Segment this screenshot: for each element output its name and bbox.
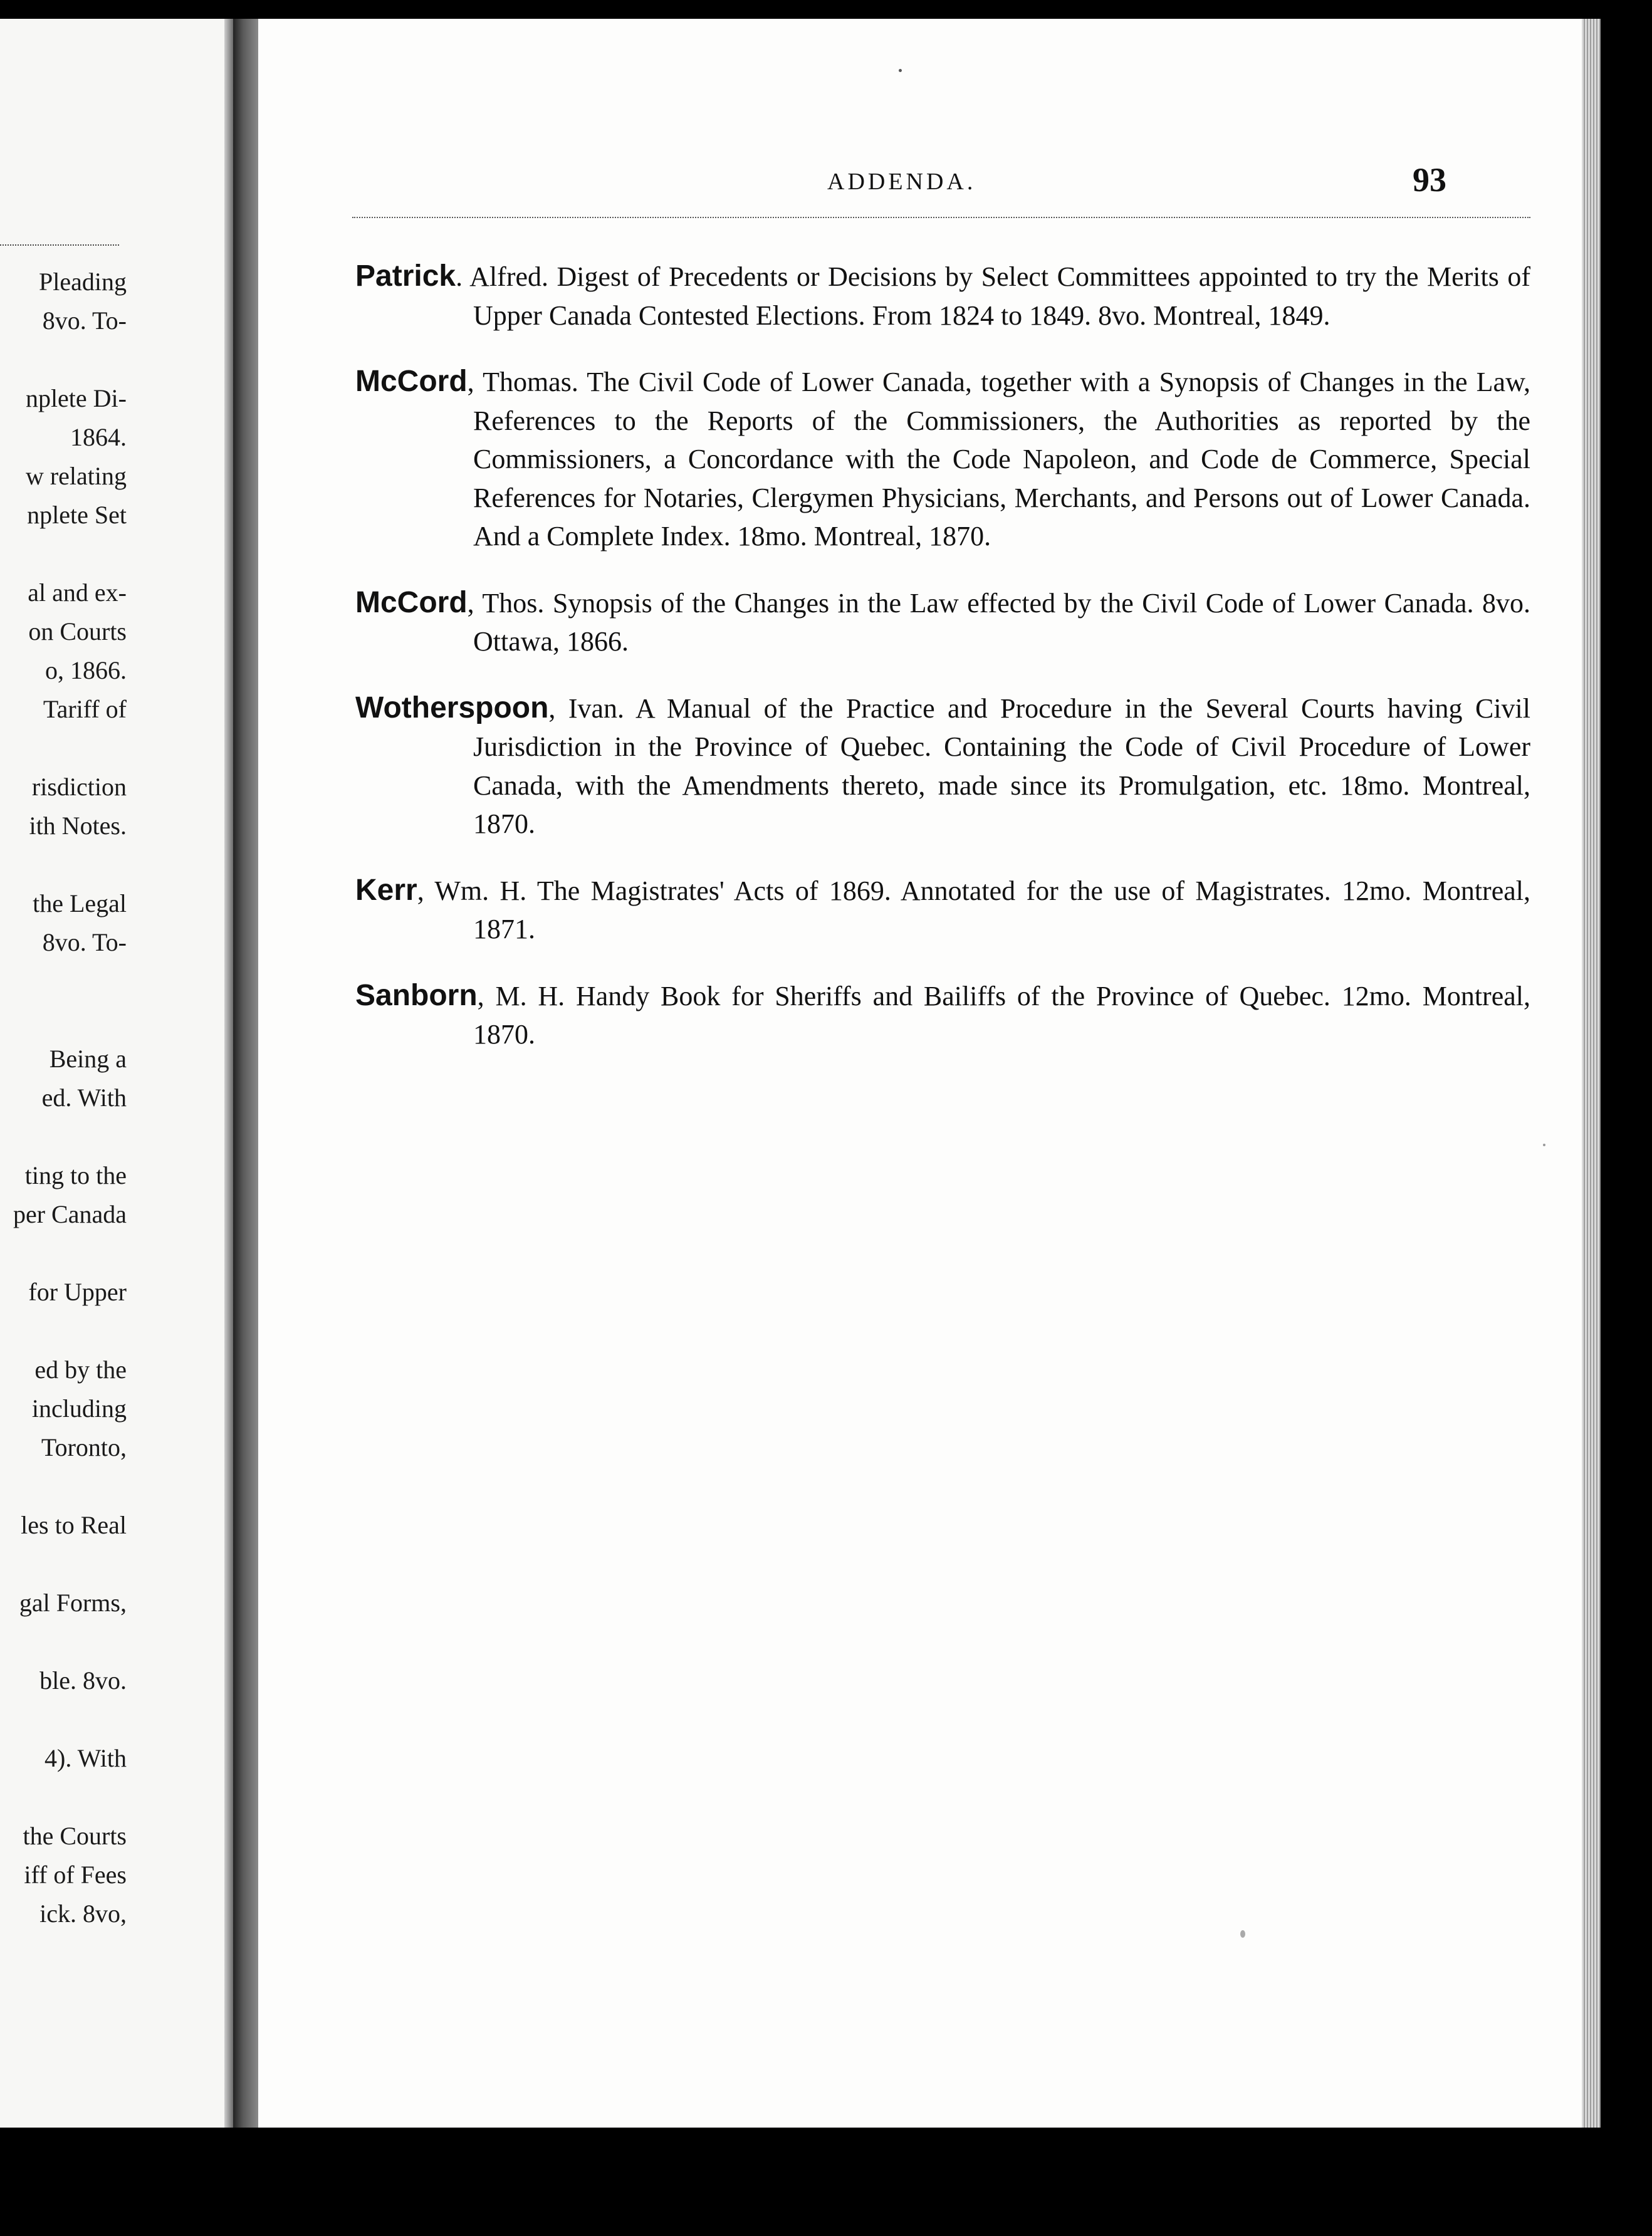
facing-page-fragment: on Courts: [28, 617, 127, 645]
facing-page-fragment: al and ex-: [28, 578, 127, 607]
facing-page-fragment: ith Notes.: [29, 812, 127, 840]
entry-separator: ,: [467, 587, 483, 619]
facing-page-fragment: the Courts: [23, 1822, 127, 1850]
author-surname: Patrick: [355, 259, 456, 293]
facing-page-fragment: risdiction: [31, 773, 127, 801]
facing-page-fragment: ick. 8vo,: [39, 1899, 127, 1928]
page-number: 93: [1413, 161, 1446, 199]
facing-page-fragment: Tariff of: [43, 695, 127, 723]
page-edge-stack: [1582, 19, 1601, 2128]
book-spine-shadow: [233, 19, 258, 2128]
bibliography-entry: [355, 362, 1530, 556]
entry-text: M. H. Handy Book for Sheriffs and Bailiffs of the Province of Quebec. 12mo. Montreal, 1870.: [473, 980, 1530, 1050]
author-surname: Kerr: [355, 873, 417, 907]
facing-page-fragment: per Canada: [13, 1200, 127, 1228]
header-rule: [352, 217, 1530, 218]
entry-separator: .: [456, 261, 470, 292]
facing-page-fragment: Toronto,: [41, 1433, 127, 1461]
entry-text: Alfred. Digest of Precedents or Decisions by Select Committees appointed to try the Merits of Upper Canada Contested Elections. From 1824 to 1849. 8vo. Montreal, 1849.: [469, 261, 1531, 331]
facing-page-fragment: ting to the: [24, 1161, 127, 1189]
running-head-title: ADDENDA.: [827, 169, 976, 195]
facing-page-fragment: gal Forms,: [19, 1589, 127, 1617]
bibliography-entry: [355, 871, 1530, 949]
facing-page-gutter-shadow: [224, 19, 233, 2128]
facing-page-fragment: ble. 8vo.: [39, 1666, 127, 1695]
bibliography-entry: [355, 257, 1530, 335]
author-surname: Wotherspoon: [355, 691, 549, 724]
book-page: [258, 19, 1582, 2128]
bibliography-entry: [355, 976, 1530, 1054]
facing-page-fragment: nplete Di-: [25, 384, 127, 412]
facing-page-fragment: for Upper: [28, 1278, 127, 1306]
entry-text: Thomas. The Civil Code of Lower Canada, together with a Synopsis of Changes in the Law, References to the Reports of the Commissioners, the Authorities as reported by the Commissioners, a Concordance with the Code Napoleon, and Code de Commerce, Special References for Notaries, Clergymen Physicians, Merchants, and Persons out of Lower Canada. And a Complete Index. 18mo. Montreal, 1870.: [473, 367, 1530, 551]
entry-text: Wm. H. The Magistrates' Acts of 1869. Annotated for the use of Magistrates. 12mo. Montreal, 1871.: [434, 875, 1530, 944]
paper-speck: [1240, 1930, 1245, 1938]
facing-page-fragment: the Legal: [33, 889, 127, 917]
entry-separator: ,: [467, 367, 483, 397]
facing-page-fragment: Being a: [49, 1045, 127, 1073]
bibliography-entry: [355, 583, 1530, 661]
facing-page-fragment: 8vo. To-: [42, 306, 127, 335]
author-surname: Sanborn: [355, 978, 478, 1012]
facing-page-fragment: Pleading: [39, 268, 127, 296]
bibliography-entry: [355, 689, 1530, 844]
facing-page-left: [0, 19, 233, 2128]
bibliography-list: [355, 257, 1530, 1058]
facing-page-fragment: 1864.: [70, 423, 127, 451]
facing-page-fragment: 4). With: [44, 1744, 127, 1772]
author-surname: McCord: [355, 585, 468, 619]
facing-page-fragment: 8vo. To-: [42, 928, 127, 956]
facing-page-fragment: ed. With: [41, 1084, 127, 1112]
paper-speck: [899, 69, 902, 72]
facing-page-fragment: les to Real: [21, 1511, 127, 1539]
entry-separator: ,: [417, 875, 435, 906]
facing-page-fragment: nplete Set: [27, 501, 127, 529]
entry-text: Thos. Synopsis of the Changes in the Law effected by the Civil Code of Lower Canada. 8vo. Ottawa, 1866.: [473, 587, 1530, 657]
entry-separator: ,: [548, 692, 568, 724]
facing-page-rule: [0, 244, 119, 246]
facing-page-fragment: iff of Fees: [24, 1861, 127, 1889]
facing-page-fragment: including: [31, 1394, 127, 1423]
entry-separator: ,: [477, 980, 496, 1011]
entry-text: Ivan. A Manual of the Practice and Procedure in the Several Courts having Civil Jurisdiction in the Province of Quebec. Containing the Code of Civil Procedure of Lower Canada, with the Amendments thereto, made since its Promulgation, etc. 18mo. Montreal, 1870.: [473, 692, 1530, 839]
running-head: [258, 160, 1582, 198]
paper-speck: [1543, 1144, 1545, 1146]
facing-page-fragment: w relating: [25, 462, 127, 490]
facing-page-fragment: o, 1866.: [45, 656, 127, 684]
author-surname: McCord: [355, 365, 468, 398]
facing-page-fragment: ed by the: [34, 1356, 127, 1384]
